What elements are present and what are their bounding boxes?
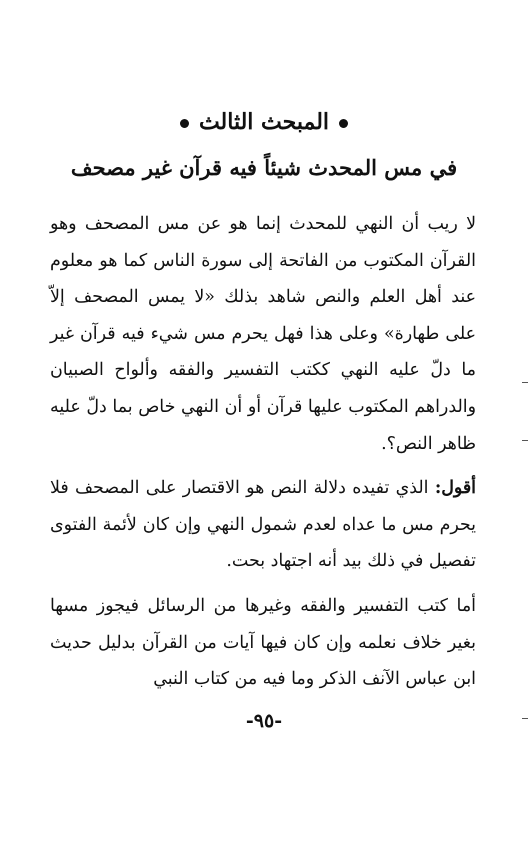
margin-mark xyxy=(522,440,528,441)
section-title: في مس المحدث شيئاً فيه قرآن غير مصحف xyxy=(70,155,458,180)
bullet-left xyxy=(180,119,189,128)
paragraph-3-text: أما كتب التفسير والفقه وغيرها من الرسائل فيجوز مسها بغير خلاف نعلمه وإن كان فيها آيات من القرآن بدليل حديث ابن عباس الآنف الذكر وما فيه من كتاب النبي xyxy=(50,595,476,690)
margin-mark xyxy=(522,718,528,719)
paragraph-3 xyxy=(50,588,476,698)
section-header-text: المبحث الثالث xyxy=(198,109,330,135)
margin-mark xyxy=(522,382,528,383)
paragraph-1-text: لا ريب أن النهي للمحدث إنما هو عن مس المصحف وهو القرآن المكتوب من الفاتحة إلى سورة الناس كما هو معلوم عند أهل العلم والنص شاهد بذلك «لا يمس المصحف إلاّ على طهارة» وعلى هذا فهل يحرم مس شيء فيه قرآن غير ما دلّ عليه النهي ككتب التفسير والفقه وألواح الصبيان والدراهم المكتوب عليها قرآن أو أن النهي خاص بما دلّ عليه ظاهر النص؟. xyxy=(50,214,476,454)
section-header xyxy=(0,102,528,142)
page-number: -٩٥- xyxy=(245,710,283,732)
bullet-right xyxy=(339,119,348,128)
paragraph-1 xyxy=(50,206,476,462)
paragraph-2 xyxy=(50,470,476,580)
paragraph-2-text: الذي تفيده دلالة النص هو الاقتصار على المصحف فلا يحرم مس ما عداه لعدم شمول النهي وإن كان لأئمة الفتوى تفصيل في ذلك بيد أنه اجتهاد بحت. xyxy=(50,478,476,572)
paragraph-2-lead: أقول: xyxy=(434,478,476,499)
body-text xyxy=(50,206,476,698)
